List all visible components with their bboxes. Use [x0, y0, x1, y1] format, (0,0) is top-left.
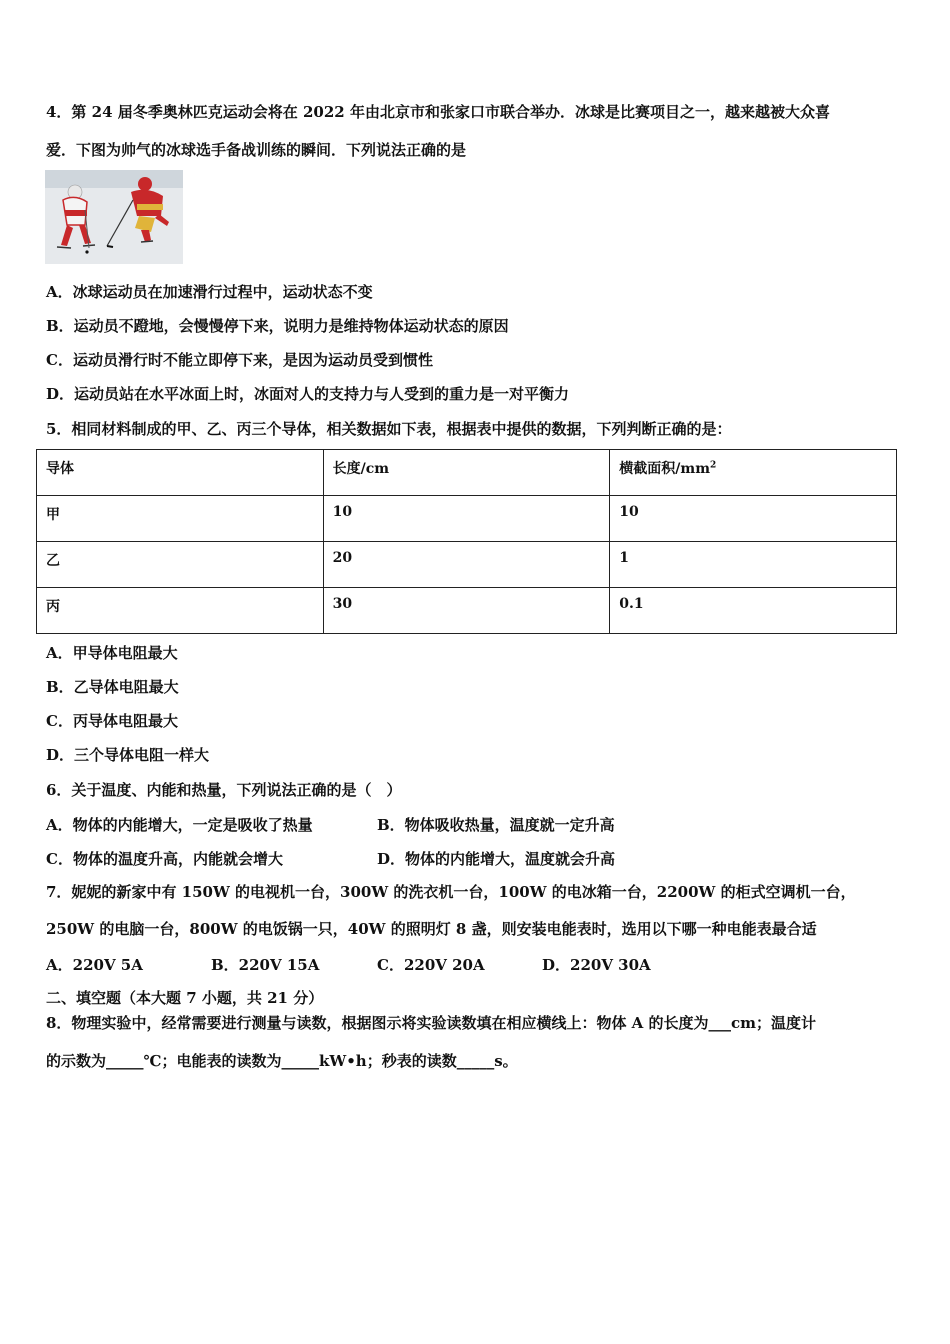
q7-stem-line1: 7．妮妮的新家中有 150W 的电视机一台，300W 的洗衣机一台，100W 的电冰箱一台，2200W 的柜式空调机一台， — [46, 883, 856, 901]
table-cell: 甲 — [37, 496, 324, 542]
q5-option-b: B．乙导体电阻最大 — [46, 678, 179, 696]
q6-option-c: C．物体的温度升高，内能就会增大 — [46, 850, 283, 868]
q4-stem-line2: 爱．下图为帅气的冰球选手备战训练的瞬间．下列说法正确的是 — [46, 141, 467, 159]
table-cell: 1 — [610, 542, 897, 588]
table-header-cell: 导体 — [37, 450, 324, 496]
area-header-superscript: 2 — [710, 460, 717, 471]
q5-option-d: D．三个导体电阻一样大 — [46, 746, 210, 764]
q8-stem-line2: 的示数为_____℃；电能表的读数为_____kW•h；秒表的读数_____s。 — [46, 1052, 518, 1070]
area-header-text: 横截面积/mm — [619, 461, 711, 477]
table-row — [37, 588, 897, 634]
q6-option-d: D．物体的内能增大，温度就会升高 — [377, 850, 616, 868]
q4-option-c: C．运动员滑行时不能立即停下来，是因为运动员受到惯性 — [46, 351, 433, 369]
q7-option-b: B．220V 15A — [211, 956, 320, 974]
table-header-cell — [610, 450, 897, 496]
q6-stem: 6．关于温度、内能和热量，下列说法正确的是（ ） — [46, 781, 402, 799]
table-header-cell: 长度/cm — [323, 450, 610, 496]
q5-stem: 5．相同材料制成的甲、乙、丙三个导体，相关数据如下表，根据表中提供的数据，下列判断正确的是： — [46, 420, 732, 438]
table-cell: 20 — [323, 542, 610, 588]
q5-option-a: A．甲导体电阻最大 — [46, 644, 178, 662]
q7-option-c: C．220V 20A — [377, 956, 485, 974]
conductor-table — [36, 449, 897, 634]
q4-option-d: D．运动员站在水平冰面上时，冰面对人的支持力与人受到的重力是一对平衡力 — [46, 385, 570, 403]
q7-option-d: D．220V 30A — [542, 956, 651, 974]
table-header-row — [37, 450, 897, 496]
table-cell: 丙 — [37, 588, 324, 634]
q4-stem-line1: 4．第 24 届冬季奥林匹克运动会将在 2022 年由北京市和张家口市联合举办．冰球是比赛项目之一，越来越被大众喜 — [46, 103, 830, 121]
table-cell: 30 — [323, 588, 610, 634]
table-cell: 10 — [323, 496, 610, 542]
ice-hockey-photo — [45, 170, 183, 264]
q6-option-a: A．物体的内能增大，一定是吸收了热量 — [46, 816, 313, 834]
table-cell: 10 — [610, 496, 897, 542]
q8-stem-line1: 8．物理实验中，经常需要进行测量与读数，根据图示将实验读数填在相应横线上：物体 A 的长度为___cm；温度计 — [46, 1014, 817, 1032]
table-row — [37, 542, 897, 588]
q4-option-a: A．冰球运动员在加速滑行过程中，运动状态不变 — [46, 283, 373, 301]
q4-option-b: B．运动员不蹬地，会慢慢停下来，说明力是维持物体运动状态的原因 — [46, 317, 509, 335]
q7-option-a: A．220V 5A — [46, 956, 143, 974]
table-row — [37, 496, 897, 542]
q6-option-b: B．物体吸收热量，温度就一定升高 — [377, 816, 615, 834]
table-cell: 乙 — [37, 542, 324, 588]
table-cell: 0.1 — [610, 588, 897, 634]
section-title: 二、填空题（本大题 7 小题，共 21 分） — [46, 989, 324, 1007]
q7-stem-line2: 250W 的电脑一台，800W 的电饭锅一只，40W 的照明灯 8 盏，则安装电能表时，选用以下哪一种电能表最合适 — [46, 920, 817, 938]
q5-option-c: C．丙导体电阻最大 — [46, 712, 178, 730]
